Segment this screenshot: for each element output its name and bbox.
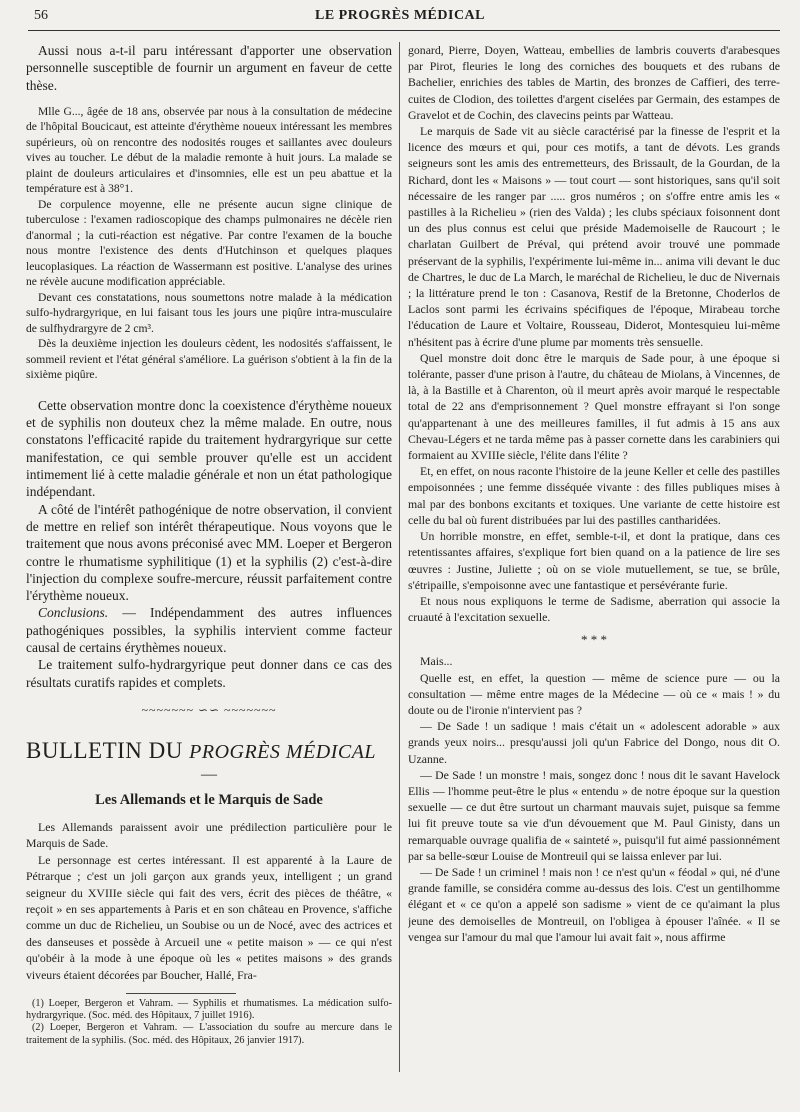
right-paragraph-11: — De Sade ! un criminel ! mais non ! ce n'est qu'un « féodal » qui, né d'une grande famille, se considéra comme au-dessus des lois. C'est un gentilhomme élégant et « ce qu'on a appelé son sadisme » vient de ce qu'aimant la plus jeune des demoiselles de Montreuil, on l'obligea à épouser l'aînée. « Il se vengea sur l'amour du mal que l'amour lui avait fait », nous affirme	[408, 864, 780, 944]
right-paragraph-3: Quel monstre doit donc être le marquis de Sade pour, à une époque si tolérante, passer d'une prison à l'autre, du château de Miolans, à Vincennes, de là, à la Bastille et à Charenton, où il meurt après avoir marqué le respectable total de 22 ans d'emprisonnement ? Quel monstre effrayant si l'on songe qu'appartenant à une des meilleures familles, il fut admis à 15 ans aux Chevau-Légers et ne tarda même pas à passer cornette dans les carabiniers qui formaient au XVIIIe siècle, l'élite dans l'élite ?	[408, 350, 780, 463]
observation	[26, 104, 392, 383]
left-column	[26, 42, 392, 1072]
right-paragraph-5: Un horrible monstre, en effet, semble-t-il, et dont la pratique, dans ces retentissantes affaires, s'explique fort bien quand on a la patience de lire ses œuvres : Justine, Juliette ; où on se viole mutuellement, se tue, se brûle, s'étripaille, s'empoisonne avec une fantastique et persévérante furie.	[408, 529, 780, 592]
right-paragraph-7: Mais...	[420, 654, 453, 669]
conclusions-text: — Indépendamment des autres influences pathogéniques possibles, la syphilis intervient comme facteur causal de certains érythèmes noueux.	[26, 605, 392, 656]
bulletin-title-prefix: BULLETIN DU	[26, 737, 190, 763]
footnote-2: (2) Loeper, Bergeron et Vahram. — L'association du soufre au mercure dans le traitement de la syphilis. (Soc. méd. des Hôpitaux, 26 janvier 1917).	[26, 1022, 392, 1046]
article-title: Les Allemands et le Marquis de Sade	[95, 791, 323, 808]
article-start	[26, 819, 392, 983]
column-divider	[399, 42, 400, 1072]
bulletin-dash: —	[201, 765, 217, 783]
bulletin-title-italic: PROGRÈS MÉDICAL	[189, 740, 377, 763]
discussion-paragraph-1: Cette observation montre donc la coexistence d'érythème noueux et de syphilis non douteux chez la même malade. En outre, nous constatons l'efficacité rapide du traitement hydrargyrique sur cette manifestation, ce qui semble prouver qu'elle est un accident intimement lié à cette maladie générale et non un état pathologique indépendant.	[26, 397, 392, 500]
right-paragraph-10: — De Sade ! un monstre ! mais, songez donc ! nous dit le savant Havelock Ellis — l'homme peut-être le plus « entendu » de notre époque sur la question sexuelle — ce dut être surtout un charmant mauvais sujet, puisque sa femme lui fit preuve toute sa vie d'un dévouement que M. Paul Ginisty, dans un remarquable ouvrage qualifia de « sainteté », puisqu'il fut aimé passionnément par sa belle-sœur Louise de Montreuil qui se laissa enlever par lui.	[408, 767, 780, 863]
article-paragraph-2: Le personnage est certes intéressant. Il est apparenté à la Laure de Pétrarque ; c'est un joli garçon aux grands yeux, intelligent ; un grand seigneur du XVIIIe siècle qui fait des vers, écrit des pièces de théâtre, « reçoit » en ses appartements à Paris et en son château en Provence, s'affiche comme un duc de Richelieu, un Soubise ou un de Nocé, avec des actrices et des danseuses et possède à Arcueil une « petite maison » — ce qui n'est qu'obéir à la mode à une époque où les « petites maisons » des grands viveurs étaient décorées par Boucher, Hallé, Fra-	[26, 852, 392, 982]
footnotes	[26, 998, 392, 1047]
right-paragraph-2: Le marquis de Sade vit au siècle caractérisé par la finesse de l'esprit et la licence des mœurs et qui, pour ces motifs, a tant de dévots. Les grands seigneurs sont les amis des entremetteurs, des Brissault, de la Gourdan, de la Richard, dont les « Maisons » — tout court — sont historiques, sans qu'il soit nécessaire de les ranger par ..... gros numéros ; on s'offre entre amis les « pastilles à la Richelieu » (rien des Valda) ; les clubs spéciaux foisonnent dont un des plus connus est celui que préside Mademoiselle de Raucourt ; le charlatan Guilbert de Préval, qui prétend avoir trouvé une pommade préservant de la syphilis, l'expérimente lui-même in... anima vili devant le duc de Chartres, le duc de La March, le maréchal de Richelieu, le duc de Nivernais ; la littérature prend le ton : Casanova, Restif de la Bretonne, Choderlos de Laclos sont parmi les écrivains spécifiques de l'époque, Mirabeau torche l'éducation de Laure et Voltaire, Rousseau, Diderot, Montesquieu lui-même n'hésitent pas à écrire d'une plume par moments très sensuelle.	[408, 124, 780, 349]
obs-paragraph-4: Dès la deuxième injection les douleurs cèdent, les nodosités s'affaissent, le sommeil revient et l'état général s'améliore. La guérison s'obtient à la fin de la sixième piqûre.	[26, 337, 392, 382]
discussion	[26, 397, 392, 691]
section-stars: * * *	[581, 632, 607, 648]
obs-paragraph-2: De corpulence moyenne, elle ne présente aucun signe clinique de tuberculose : l'examen radioscopique des champs pulmonaires ne décèle rien d'anormal ; la cuti-réaction est négative. Par contre l'examen de la bouche nous montre l'existence des dents d'Hutchinson et quelques plaques leucoplasiques. La réaction de Wassermann est positive. L'analyse des urines ne révèle aucune modification appréciable.	[26, 197, 392, 289]
article-paragraph-1: Les Allemands paraissent avoir une prédilection particulière pour le Marquis de Sade.	[26, 819, 392, 851]
obs-paragraph-3: Devant ces constatations, nous soumettons notre malade à la médication sulfo-hydrargyrique, en lui faisant tous les jours une piqûre intra-musculaire de sulfhydrargyre de 2 cm³.	[26, 290, 392, 335]
footnote-1: (1) Loeper, Bergeron et Vahram. — Syphilis et rhumatismes. La médication sulfo-hydrargyrique. (Soc. méd. des Hôpitaux, 7 juillet 1916).	[26, 998, 392, 1022]
running-title: LE PROGRÈS MÉDICAL	[314, 8, 486, 23]
obs-paragraph-1: Mlle G..., âgée de 18 ans, observée par nous à la consultation de médecine de l'hôpital Boucicaut, est atteinte d'érythème noueux intéressant les membres supérieurs, où on rencontre des nodosités rouges et saillantes avec douleurs vives au toucher. Le début de la maladie remonte à huit jours. La malade se plaint de douleurs articulaires et d'insomnies, elle est un peu abattue et la température est à 38°1.	[26, 104, 392, 196]
right-paragraph-8: Quelle est, en effet, la question — même de science pure — ou la consultation — même entre mages de la Médecine — où ce « mais ! » du doute ou de l'ironie n'intervient pas ?	[408, 670, 780, 717]
ornament-divider: ~~~~~~~ ∽∽ ~~~~~~~	[141, 702, 277, 717]
conclusions-label: Conclusions.	[38, 605, 109, 621]
right-paragraph-6: Et nous nous expliquons le terme de Sadisme, aberration qui associe la cruauté à l'excitation sexuelle.	[408, 593, 780, 625]
discussion-paragraph-2: A côté de l'intérêt pathogénique de notre observation, il convient de mettre en relief son intérêt thérapeutique. Nous voyons que le traitement que nous avons préconisé avec MM. Loeper et Bergeron contre le rhumatisme syphilitique (1) et la syphilis (2) c'est-à-dire l'injection du complexe soufre-mercure, réussit parfaitement contre l'érythème noueux.	[26, 501, 392, 604]
right-paragraph-1: gonard, Pierre, Doyen, Watteau, embellies de lambris couverts d'arabesques par Pirot, fleuries le long des corniches des bouquets et des rubans de Bachelier, enrichies des tables de Martin, des bronzes de Caffieri, des terre-cuites de Clodion, des toilettes d'argent ciselées par Germain, des estampes de Gravelot et de Cochin, des clavecins peints par Watteau.	[408, 43, 780, 122]
footnote-rule	[126, 993, 236, 994]
right-column	[408, 42, 780, 1092]
page-number: 56	[34, 8, 48, 23]
page-header	[20, 8, 780, 28]
conclusions-paragraph	[26, 604, 392, 656]
right-paragraph-4: Et, en effet, on nous raconte l'histoire de la jeune Keller et celle des pastilles empoisonnées ; une femme disséquée vivante : des filles publiques mises à mal par des bonbons excitants et toxiques. Une variante de cette histoire est celle du bal où furent distribuées par lui des pastilles cantharidées.	[408, 464, 780, 527]
bulletin-title	[26, 738, 392, 764]
header-rule	[28, 30, 780, 31]
closing-paragraph: Le traitement sulfo-hydrargyrique peut donner dans ce cas des résultats curatifs rapides et complets.	[26, 657, 392, 690]
intro-paragraph: Aussi nous a-t-il paru intéressant d'apporter une observation personnelle susceptible de fournir un argument en faveur de cette thèse.	[26, 43, 392, 93]
right-paragraph-9: — De Sade ! un sadique ! mais c'était un « adolescent adorable » aux grands yeux noirs... presqu'aussi joli qu'un Fabrice del Dongo, nous dit O. Uzanne.	[408, 719, 780, 766]
